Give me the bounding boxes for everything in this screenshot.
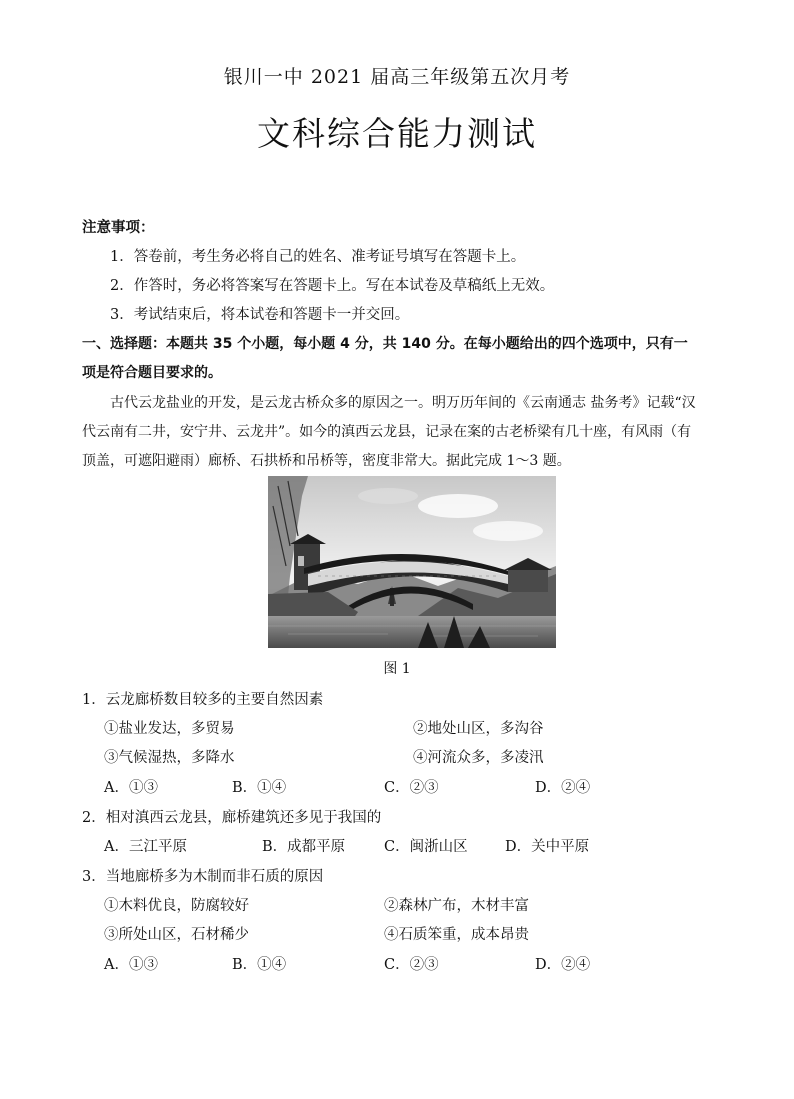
passage-line-1: 古代云龙盐业的开发，是云龙古桥众多的原因之一。明万历年间的《云南通志 盐务考》记载“汉 [110, 395, 696, 411]
note-item-1: 1．答卷前，考生务必将自己的姓名、准考证号填写在答题卡上。 [110, 249, 526, 265]
figure-caption: 图 1 [383, 661, 411, 677]
question-1-item-3: ③气候湿热，多降水 [104, 750, 235, 766]
question-2-choice-c[interactable]: C．闽浙山区 [384, 839, 468, 855]
question-2-choice-a[interactable]: A．三江平原 [104, 839, 187, 855]
question-3-item-3: ③所处山区，石材稀少 [104, 927, 249, 943]
question-1-stem: 1．云龙廊桥数目较多的主要自然因素 [82, 692, 324, 708]
question-1-choice-a[interactable]: A．①③ [104, 780, 158, 796]
question-2-choice-d[interactable]: D．关中平原 [505, 839, 590, 855]
question-3-stem: 3．当地廊桥多为木制而非石质的原因 [82, 869, 324, 885]
question-1-item-2: ②地处山区，多沟谷 [413, 721, 544, 737]
question-3-item-1: ①木料优良，防腐较好 [104, 898, 249, 914]
question-1-choice-d[interactable]: D．②④ [535, 780, 591, 796]
covered-bridge-photo [268, 476, 556, 648]
section-heading-line2: 项是符合题目要求的。 [82, 365, 222, 381]
notes-heading: 注意事项： [82, 220, 155, 236]
note-item-3: 3．考试结束后，将本试卷和答题卡一并交回。 [110, 307, 410, 323]
question-1-item-1: ①盐业发达，多贸易 [104, 721, 235, 737]
question-3-choice-c[interactable]: C．②③ [384, 957, 439, 973]
question-3-choice-b[interactable]: B．①④ [232, 957, 287, 973]
question-3-choice-d[interactable]: D．②④ [535, 957, 591, 973]
question-1-choice-b[interactable]: B．①④ [232, 780, 287, 796]
question-2-stem: 2．相对滇西云龙县，廊桥建筑还多见于我国的 [82, 810, 382, 826]
question-3-item-4: ④石质笨重，成本昂贵 [384, 927, 529, 943]
question-2-choice-b[interactable]: B．成都平原 [262, 839, 346, 855]
question-1-choice-c[interactable]: C．②③ [384, 780, 439, 796]
passage-line-2: 代云南有二井，安宁井、云龙井”。如今的滇西云龙县，记录在案的古老桥梁有几十座，有风雨（有 [82, 424, 692, 440]
main-title: 文科综合能力测试 [257, 114, 537, 153]
question-3-item-2: ②森林广布，木材丰富 [384, 898, 529, 914]
note-item-2: 2．作答时，务必将答案写在答题卡上。写在本试卷及草稿纸上无效。 [110, 278, 555, 294]
school-title: 银川一中 2021 届高三年级第五次月考 [223, 66, 571, 88]
section-heading-line1: 一、选择题：本题共 35 个小题，每小题 4 分，共 140 分。在每小题给出的四个选项中，只有一 [82, 336, 688, 352]
question-3-choice-a[interactable]: A．①③ [104, 957, 158, 973]
passage-line-3: 顶盖，可遮阳避雨）廊桥、石拱桥和吊桥等，密度非常大。据此完成 1～3 题。 [82, 453, 571, 469]
question-1-item-4: ④河流众多，多凌汛 [413, 750, 544, 766]
